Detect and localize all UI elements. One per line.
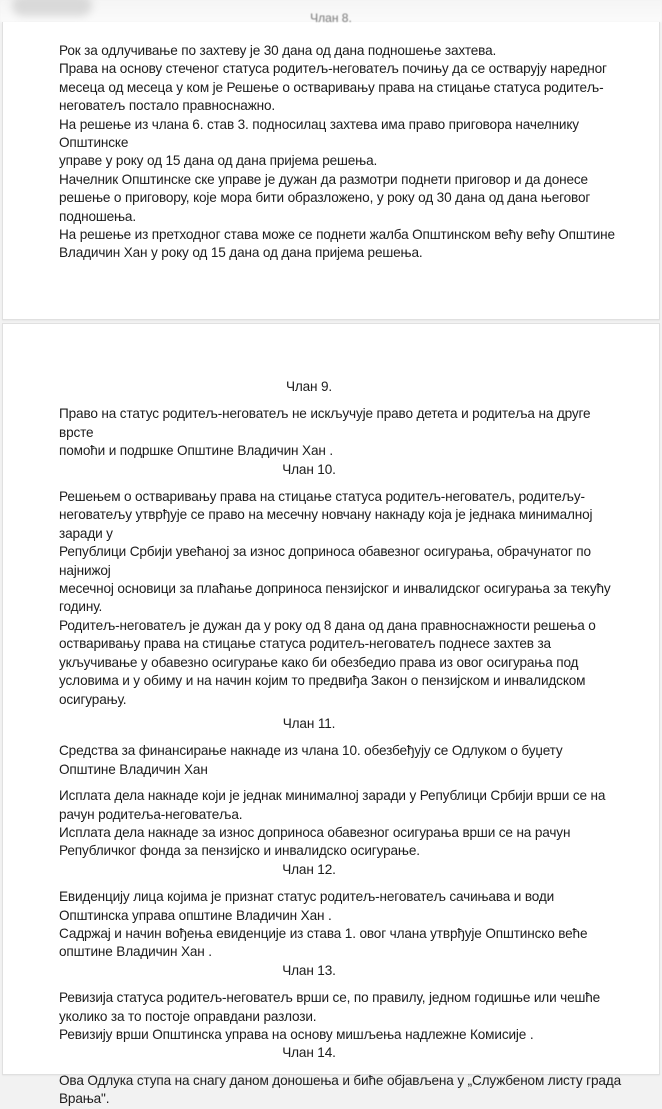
document-page-2 bbox=[2, 323, 660, 1107]
article-10-heading: Члан 10. bbox=[282, 461, 336, 477]
text-line: подношења. bbox=[59, 208, 136, 224]
text-line: помоћи и подршке Општине Владичин Хан . bbox=[59, 443, 333, 459]
text-line: Садржај и начин вођења евиденције из става 1. овог члана утврђује Општинско веће bbox=[59, 925, 588, 941]
text-line: врсте bbox=[59, 424, 94, 440]
document-page-1 bbox=[2, 13, 660, 320]
text-line: Републици Србији увећаној за износ доприноса обавезног осигурања, обрачунатог по bbox=[59, 544, 591, 560]
text-line: На решење из члана 6. став 3. подносилац захтева има право приговора начелнику bbox=[59, 116, 579, 132]
text-line: Општинска управа општине Владичин Хан . bbox=[59, 907, 332, 923]
text-line: осигурању. bbox=[59, 691, 127, 707]
text-line: Републичког фонда за пензијско и инвалидско осигурање. bbox=[59, 843, 420, 859]
text-line: Ова Одлука ступа на снагу даном доношења и биће објављена у „Службеном листу града bbox=[59, 1072, 621, 1088]
text-line: заради у bbox=[59, 525, 113, 541]
article-13 bbox=[59, 962, 619, 1045]
text-line: Исплата дела накнаде за износ доприноса обавезног осигурања врши се на рачун bbox=[59, 824, 571, 840]
text-line: месеца од месеца у ком је Решење о остваривању права на стицање статуса родитељ- bbox=[59, 79, 604, 95]
article-12-heading: Члан 12. bbox=[282, 861, 336, 877]
text-line: Општине Владичин Хан bbox=[59, 761, 208, 777]
text-line: решење о приговору, које мора бити образложено, у року од 30 дана од дана његовог bbox=[59, 190, 591, 206]
text-line: укључивање у обавезно осигурање како би обезбедио права из овог осигурања под bbox=[59, 654, 579, 670]
text-line: остваривању права на стицање статуса родитељ-неговатељ поднесе захтев за bbox=[59, 636, 551, 652]
text-line: Владичин Хан у року од 15 дана од дана пријема решења. bbox=[59, 245, 423, 261]
article-8-body bbox=[59, 42, 619, 263]
article-12 bbox=[59, 861, 619, 962]
text-line: годину. bbox=[59, 599, 103, 615]
text-line: управе у року од 15 дана од дана пријема решења. bbox=[59, 153, 378, 169]
article-9-heading: Члан 9. bbox=[285, 379, 333, 394]
text-line: Ревизију врши Општинска управа на основу мишљења надлежне Комисије . bbox=[59, 1027, 534, 1042]
text-line: Права на основу стеченог статуса родитељ-неговатељ почињу да се остварују наредног bbox=[59, 61, 607, 77]
article-9 bbox=[59, 378, 619, 461]
article-14-heading: Члан 14. bbox=[282, 1045, 336, 1061]
text-line: Родитељ-неговатељ је дужан да у року од 8 дана од дана правноснажности решења о bbox=[59, 617, 596, 633]
text-line: Исплата дела накнаде који је једнак минималној заради у Републици Србији врши се на bbox=[59, 788, 606, 804]
text-line: општине Владичин Хан . bbox=[59, 944, 212, 960]
text-line: Врања". bbox=[59, 1091, 110, 1107]
article-11-heading: Члан 11. bbox=[282, 715, 336, 731]
text-line: Општинске bbox=[59, 135, 129, 151]
text-line: месечној основици за плаћање доприноса пензијског и инвалидског осигурања за текућу bbox=[59, 581, 611, 597]
text-line: Евиденцију лица којима је признат статус родитељ-неговатељ сачињава и води bbox=[59, 889, 555, 905]
article-8-heading: Члан 8. bbox=[310, 13, 352, 23]
text-line: неговатељ постало правноснажно. bbox=[59, 98, 276, 114]
article-10 bbox=[59, 461, 619, 709]
text-line: Начелник Општинске ске управе је дужан да размотри поднети приговор и да донесе bbox=[59, 171, 588, 187]
text-line: условима и у обиму и на начин којим то предвиђа Закон о пензијском и инвалидском bbox=[59, 673, 586, 689]
text-line: најнижој bbox=[59, 562, 111, 578]
text-line: Средства за финансирање накнаде из члана 10. обезбеђују се Одлуком о буџету bbox=[59, 743, 563, 759]
page-2-body bbox=[59, 378, 619, 1109]
article-14 bbox=[59, 1044, 619, 1108]
text-line: неговатељу утврђује се право на месечну новчану накнаду која је једнака минималној bbox=[59, 507, 593, 523]
text-line: На решење из претходног става може се поднети жалба Општинском већу већу Општине bbox=[59, 227, 615, 243]
text-line: рачун родитеља-неговатеља. bbox=[59, 806, 243, 822]
text-line: Рок за одлучивање по захтеву је 30 дана од дана подношење захтева. bbox=[59, 43, 497, 58]
article-13-heading: Члан 13. bbox=[282, 962, 336, 978]
text-line: Решењем о остваривању права на стицање статуса родитељ-неговатељ, родитељу- bbox=[59, 489, 585, 505]
text-line: Право на статус родитељ-неговатељ не искључује право детета и родитеља на друге bbox=[59, 406, 591, 422]
article-11 bbox=[59, 715, 619, 861]
text-line: уколико за то постоје оправдани разлози. bbox=[59, 1008, 317, 1024]
text-line: Ревизија статуса родитељ-неговатељ врши се, по правилу, једном годишње или чешће bbox=[59, 990, 601, 1006]
